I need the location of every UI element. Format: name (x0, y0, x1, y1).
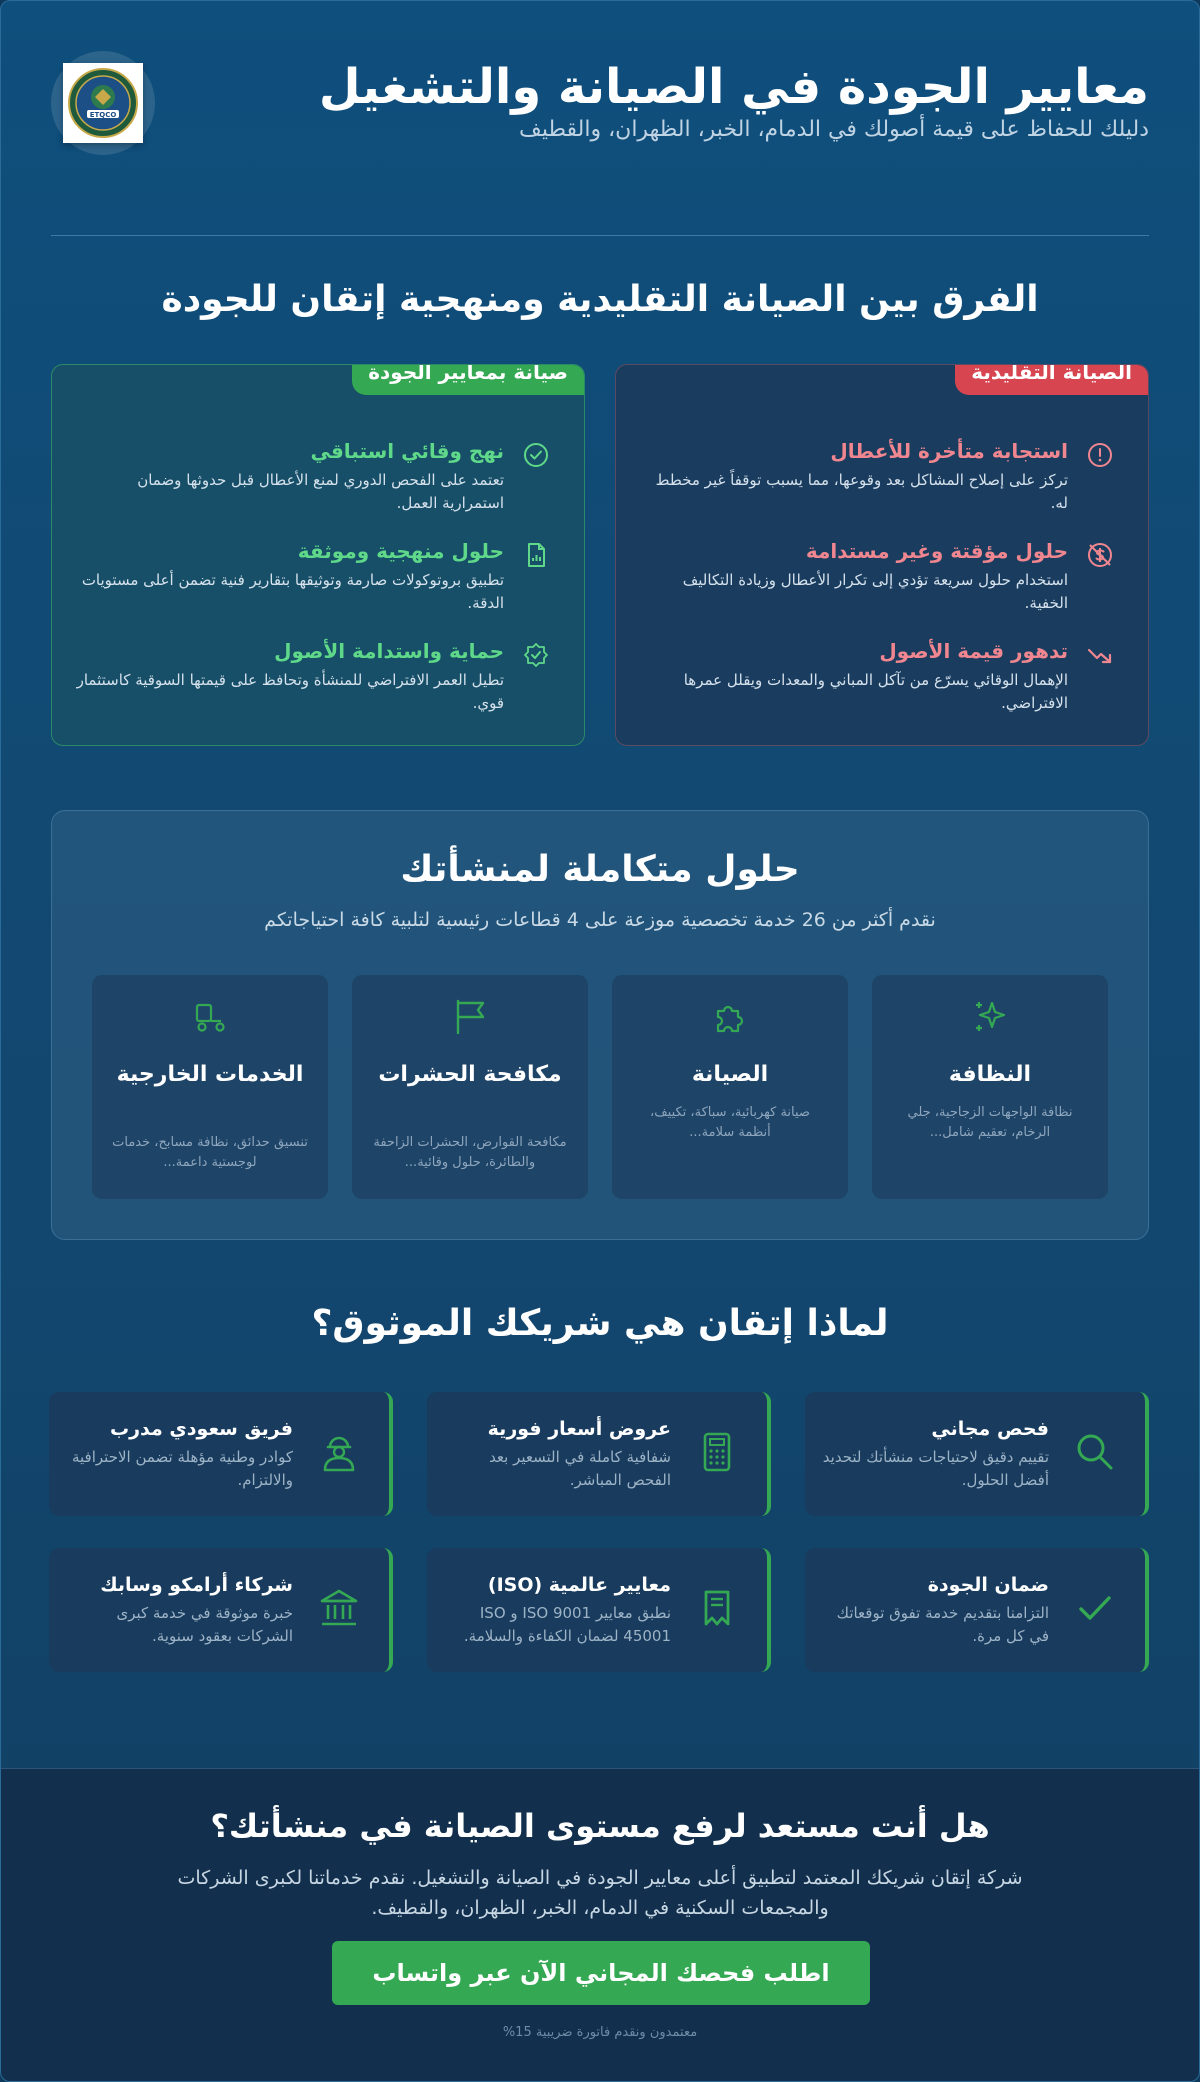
cta-title: هل أنت مستعد لرفع مستوى الصيانة في منشأتك؟ (210, 1807, 990, 1845)
check-icon (1073, 1586, 1117, 1630)
solutions-subtitle: نقدم أكثر من 26 خدمة تخصصية موزعة على 4 قطاعات رئيسية لتلبية كافة احتياجاتكم (264, 909, 936, 931)
calculator-icon (695, 1430, 739, 1474)
comparison-item-title: تدهور قيمة الأصول (879, 639, 1068, 663)
service-title: الخدمات الخارجية (116, 1062, 304, 1087)
page-title: معايير الجودة في الصيانة والتشغيل (318, 59, 1149, 115)
quality-tag: صيانة بمعايير الجودة (352, 365, 584, 395)
why-card-iso-standards (427, 1548, 771, 1672)
service-card-pest-control[interactable] (352, 975, 588, 1199)
logo-badge (63, 63, 143, 143)
quality-maintenance-card (51, 364, 585, 746)
certificate-icon (695, 1586, 739, 1630)
service-title: الصيانة (691, 1062, 769, 1087)
why-card-title: فريق سعودي مدرب (109, 1418, 293, 1440)
page-subtitle: دليلك للحفاظ على قيمة أصولك في الدمام، الخبر، الظهران، والقطيف (519, 117, 1149, 142)
comparison-title: الفرق بين الصيانة التقليدية ومنهجية إتقان للجودة (161, 279, 1039, 320)
why-card-title: ضمان الجودة (927, 1574, 1049, 1596)
comparison-item-desc: تعتمد على الفحص الدوري لمنع الأعطال قبل حدوثها وضمان استمرارية العمل. (137, 471, 504, 512)
traditional-maintenance-card (615, 364, 1149, 746)
why-card-title: فحص مجاني (931, 1418, 1049, 1440)
why-title: لماذا إتقان هي شريكك الموثوق؟ (311, 1303, 889, 1344)
why-card-quality-guarantee (805, 1548, 1149, 1672)
why-card-instant-quotes (427, 1392, 771, 1516)
logo-seal-icon (67, 67, 139, 139)
comparison-item-desc: تركز على إصلاح المشاكل بعد وقوعها، مما يسبب توقفاً غير مخطط له. (655, 471, 1068, 512)
why-card-saudi-team (49, 1392, 393, 1516)
why-card-free-inspection (805, 1392, 1149, 1516)
service-card-external[interactable] (92, 975, 328, 1199)
report-icon (522, 541, 550, 569)
comparison-item-desc: تطيل العمر الافتراضي للمنشأة وتحافظ على قيمتها السوقية كاستثمار قوي. (76, 671, 504, 712)
why-card-desc: شفافية كاملة في التسعير بعد الفحص المباشر. (489, 1448, 671, 1489)
svg-text:ETQCO: ETQCO (89, 111, 117, 119)
search-icon (1073, 1430, 1117, 1474)
why-card-title: معايير عالمية (ISO) (487, 1574, 671, 1596)
service-card-maintenance[interactable] (612, 975, 848, 1199)
why-card-partners (49, 1548, 393, 1672)
why-card-desc: كوادر وطنية مؤهلة تضمن الاحترافية والالتزام. (71, 1448, 293, 1489)
whatsapp-cta-button[interactable]: اطلب فحصك المجاني الآن عبر واتساب (332, 1941, 870, 2005)
why-card-desc: خبرة موثوقة في خدمة كبرى الشركات بعقود سنوية. (116, 1604, 293, 1645)
service-title: النظافة (948, 1062, 1032, 1087)
shield-check-icon (522, 641, 550, 669)
dollar-off-icon (1086, 541, 1114, 569)
tax-note: معتمدون ونقدم فاتورة ضريبية 15% (502, 2025, 698, 2040)
comparison-item-desc: الإهمال الوقائي يسرّع من تآكل المباني والمعدات ويقلل عمرها الافتراضي. (683, 671, 1068, 712)
traditional-tag: الصيانة التقليدية (955, 365, 1148, 395)
check-circle-icon (522, 441, 550, 469)
comparison-item-desc: تطبيق بروتوكولات صارمة وتوثيقها بتقارير فنية تضمن أعلى مستويات الدقة. (81, 571, 504, 612)
header (51, 51, 1149, 161)
service-card-cleaning[interactable] (872, 975, 1108, 1199)
why-card-desc: التزامنا بتقديم خدمة تفوق توقعاتك في كل مرة. (836, 1604, 1049, 1645)
comparison-item-title: حلول مؤقتة وغير مستدامة (805, 539, 1068, 563)
puzzle-icon (710, 997, 750, 1037)
service-desc: مكافحة القوارض، الحشرات الزاحفة والطائرة، حلول وقائية... (373, 1135, 567, 1170)
service-desc: تنسيق حدائق، نظافة مسابح، خدمات لوجستية داعمة... (112, 1135, 308, 1170)
trend-down-icon (1086, 641, 1114, 669)
why-card-desc: تقييم دقيق لاحتياجات منشأتك لتحديد أفضل الحلول. (822, 1448, 1049, 1489)
solutions-title: حلول متكاملة لمنشأتك (400, 849, 800, 890)
why-card-title: شركاء أرامكو وسابك (100, 1574, 293, 1596)
why-card-title: عروض أسعار فورية (487, 1418, 671, 1440)
service-desc: صيانة كهربائية، سباكة، تكييف، أنظمة سلامة... (650, 1105, 810, 1140)
logo[interactable] (51, 51, 155, 155)
solutions-panel (51, 810, 1149, 1240)
comparison-item-title: حلول منهجية وموثقة (297, 539, 504, 563)
comparison-item-desc: استخدام حلول سريعة تؤدي إلى تكرار الأعطال وزيادة التكاليف الخفية. (682, 571, 1068, 612)
header-divider (51, 235, 1149, 236)
worker-icon (317, 1430, 361, 1474)
comparison-item-title: حماية واستدامة الأصول (274, 639, 504, 663)
comparison-item-title: استجابة متأخرة للأعطال (830, 439, 1068, 463)
alert-circle-icon (1086, 441, 1114, 469)
why-card-desc: نطبق معايير ISO 9001 و ISO 45001 لضمان الكفاءة والسلامة. (463, 1604, 671, 1645)
comparison-item-title: نهج وقائي استباقي (310, 439, 504, 463)
building-columns-icon (317, 1586, 361, 1630)
cta-section (1, 1768, 1199, 2082)
service-desc: نظافة الواجهات الزجاجية، جلي الرخام، تعقيم شامل... (907, 1105, 1073, 1140)
sparkles-icon (970, 997, 1010, 1037)
service-title: مكافحة الحشرات (378, 1062, 562, 1087)
cta-description: شركة إتقان شريكك المعتمد لتطبيق أعلى معايير الجودة في الصيانة والتشغيل. نقدم خدماتنا لكبرى الشركات والمجمعات السكنية في الدمام، الخبر، الظهران، والقطيف. (177, 1867, 1023, 1919)
flag-icon (450, 997, 490, 1037)
truck-icon (190, 997, 230, 1037)
